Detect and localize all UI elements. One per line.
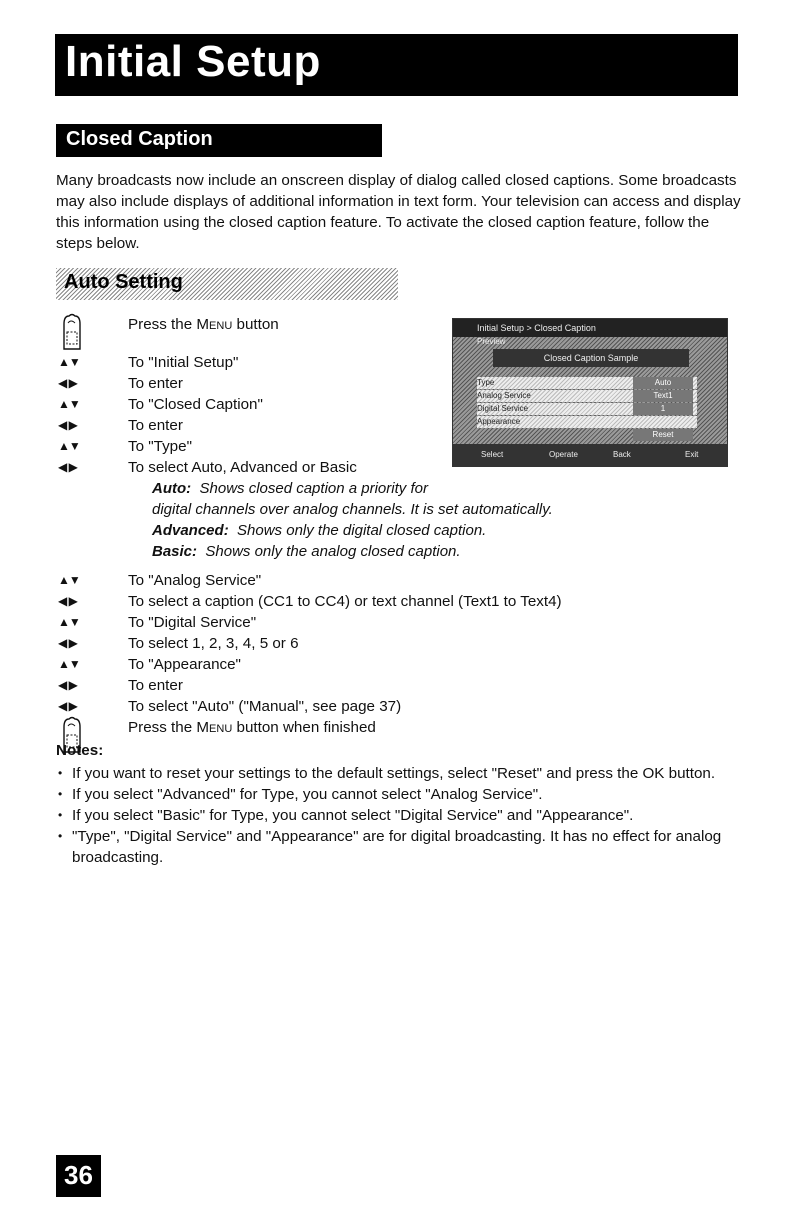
step-text: To "Appearance" — [128, 656, 241, 673]
subsection-title-bar — [56, 268, 398, 300]
updown-arrows-icon: ▲▼ — [58, 397, 80, 411]
step-row — [58, 633, 718, 654]
leftright-arrows-icon: ◀ ▶ — [58, 699, 77, 713]
step-row — [58, 570, 718, 591]
osd-footer — [453, 444, 727, 466]
osd-row-reset: Reset — [477, 429, 697, 441]
note-item: • If you select "Advanced" for Type, you cannot select "Analog Service". — [56, 784, 746, 805]
advanced-label: Advanced: — [152, 522, 229, 539]
updown-arrows-icon: ▲▼ — [58, 615, 80, 629]
page-title-bar — [55, 34, 738, 96]
step-row — [58, 591, 718, 612]
note-item: • "Type", "Digital Service" and "Appearance" are for digital broadcasting. It has no effect for analog broadcasting. — [56, 826, 746, 868]
intro-paragraph: Many broadcasts now include an onscreen display of dialog called closed captions. Some broadcasts may also include displays of additional information in text form. Your television can access and display this information using the closed caption feature. To activate the closed caption feature, follow the steps below. — [56, 172, 741, 252]
osd-exit: Exit — [685, 450, 699, 459]
step-text: To enter — [128, 677, 183, 694]
note-item: • If you select "Basic" for Type, you cannot select "Digital Service" and "Appearance". — [56, 805, 746, 826]
step-text: To select Auto, Advanced or Basic — [128, 459, 357, 476]
notes-section — [56, 740, 746, 868]
osd-row-digital-service: Digital Service 1 — [477, 403, 697, 415]
updown-arrows-icon: ▲▼ — [58, 657, 80, 671]
page-number-box — [56, 1155, 101, 1197]
auto-text: Shows closed caption a priority for — [199, 480, 428, 497]
osd-screenshot — [452, 318, 728, 467]
menu-word: Menu — [196, 719, 233, 736]
menu-word: Menu — [196, 316, 233, 333]
step-text: To "Initial Setup" — [128, 354, 239, 371]
updown-arrows-icon: ▲▼ — [58, 573, 80, 587]
notes-list — [56, 763, 746, 868]
step-text: To select 1, 2, 3, 4, 5 or 6 — [128, 635, 299, 652]
osd-preview-label: Preview — [477, 337, 506, 346]
leftright-arrows-icon: ◀ ▶ — [58, 636, 77, 650]
osd-back: Back — [613, 450, 631, 459]
type-descriptions — [152, 478, 718, 562]
step-text: To enter — [128, 375, 183, 392]
button-label: button when finished — [236, 719, 376, 736]
step-text: To select a caption (CC1 to CC4) or text channel (Text1 to Text4) — [128, 593, 562, 610]
osd-caption-sample: Closed Caption Sample — [493, 349, 689, 367]
advanced-text: Shows only the digital closed caption. — [237, 522, 487, 539]
osd-row-appearance: Appearance — [477, 416, 697, 428]
step-text: To "Digital Service" — [128, 614, 257, 631]
basic-label: Basic: — [152, 543, 198, 560]
button-label: button — [236, 316, 279, 333]
osd-row-type: Type Auto — [477, 377, 697, 389]
auto-text-continued: digital channels over analog channels. It is set automatically. — [152, 501, 553, 518]
step-row — [58, 696, 718, 717]
osd-select: Select — [481, 450, 504, 459]
step-row — [58, 654, 718, 675]
remote-menu-icon — [60, 312, 84, 352]
osd-header: Initial Setup > Closed Caption — [453, 319, 727, 337]
step-row — [58, 675, 718, 696]
step-text: To "Type" — [128, 438, 192, 455]
updown-arrows-icon: ▲▼ — [58, 355, 80, 369]
leftright-arrows-icon: ◀ ▶ — [58, 460, 77, 474]
leftright-arrows-icon: ◀ ▶ — [58, 594, 77, 608]
osd-operate: Operate — [549, 450, 578, 459]
note-item: • If you want to reset your settings to the default settings, select "Reset" and press the OK button. — [56, 763, 746, 784]
press-label: Press the — [128, 316, 193, 333]
notes-title: Notes: — [56, 742, 104, 759]
leftright-arrows-icon: ◀ ▶ — [58, 678, 77, 692]
auto-label: Auto: — [152, 480, 192, 497]
updown-arrows-icon: ▲▼ — [58, 439, 80, 453]
leftright-arrows-icon: ◀ ▶ — [58, 418, 77, 432]
page-title: Initial Setup — [65, 37, 321, 86]
step-text: To select "Auto" ("Manual", see page 37) — [128, 698, 402, 715]
osd-row-analog-service: Analog Service Text1 — [477, 390, 697, 402]
step-text: To "Closed Caption" — [128, 396, 263, 413]
leftright-arrows-icon: ◀ ▶ — [58, 376, 77, 390]
subsection-title: Auto Setting — [64, 271, 183, 293]
step-text: To enter — [128, 417, 183, 434]
step-row — [58, 612, 718, 633]
page-number: 36 — [64, 1160, 93, 1190]
step-text: To "Analog Service" — [128, 572, 262, 589]
section-title: Closed Caption — [66, 128, 213, 150]
basic-text: Shows only the analog closed caption. — [205, 543, 461, 560]
press-label: Press the — [128, 719, 193, 736]
section-title-bar — [56, 124, 382, 157]
